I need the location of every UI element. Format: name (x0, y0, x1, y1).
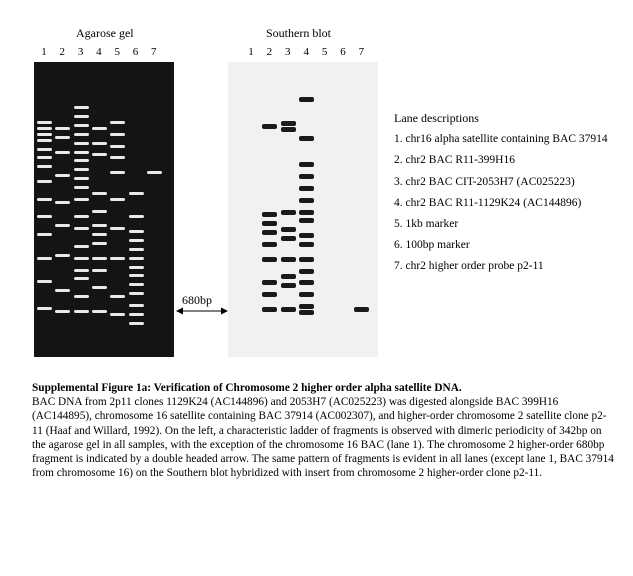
blot-band (299, 97, 314, 102)
gel-band (92, 269, 107, 272)
gel-lane-label: 3 (77, 46, 84, 58)
caption-title: Supplemental Figure 1a: Verification of Chromosome 2 higher order alpha satellite DNA. (32, 382, 462, 394)
lane-description-4: 4. chr2 BAC R11-1129K24 (AC144896) (394, 197, 582, 209)
agarose-gel-image (34, 62, 174, 357)
gel-band (129, 248, 144, 251)
gel-band (110, 295, 125, 298)
gel-band (74, 215, 89, 218)
gel-band (37, 233, 52, 236)
blot-lane-label: 3 (285, 46, 291, 58)
blot-band (281, 274, 296, 279)
gel-band (37, 215, 52, 218)
blot-band (262, 230, 277, 235)
lane-descriptions-title: Lane descriptions (394, 111, 479, 125)
gel-band (74, 186, 89, 189)
gel-band (37, 280, 52, 283)
blot-band (262, 242, 277, 247)
lane-description-2: 2. chr2 BAC R11-399H16 (394, 154, 515, 166)
gel-band (92, 310, 107, 313)
gel-lane-label: 6 (132, 46, 139, 58)
figure-caption (32, 381, 617, 480)
gel-band (55, 201, 70, 204)
blot-band (299, 174, 314, 179)
gel-band (92, 286, 107, 289)
gel-band (129, 239, 144, 242)
blot-band (299, 304, 314, 309)
gel-band (37, 139, 52, 142)
gel-lane-label: 2 (59, 46, 66, 58)
gel-band (129, 304, 144, 307)
gel-band (37, 156, 52, 159)
gel-band (129, 274, 144, 277)
gel-band (74, 269, 89, 272)
gel-lane-label: 5 (114, 46, 120, 58)
blot-band (281, 236, 296, 241)
blot-band (354, 307, 369, 312)
blot-band (299, 233, 314, 238)
blot-band (281, 283, 296, 288)
gel-band (110, 198, 125, 201)
gel-band (110, 156, 125, 159)
gel-band (110, 227, 125, 230)
gel-band (129, 230, 144, 233)
lane-description-6: 6. 100bp marker (394, 239, 470, 251)
gel-band (129, 192, 144, 195)
gel-band (74, 151, 89, 154)
lane-description-3: 3. chr2 BAC CIT-2053H7 (AC025223) (394, 176, 575, 188)
gel-band (92, 242, 107, 245)
gel-band (74, 295, 89, 298)
blot-band (281, 257, 296, 262)
blot-band (281, 210, 296, 215)
gel-lane-label: 4 (96, 46, 102, 58)
gel-band (74, 245, 89, 248)
gel-band (55, 136, 70, 139)
gel-band (92, 142, 107, 145)
gel-lane-label: 1 (41, 46, 47, 58)
gel-band (129, 292, 144, 295)
gel-band (110, 145, 125, 148)
blot-band (281, 307, 296, 312)
blot-band (262, 124, 277, 129)
blot-band (299, 162, 314, 167)
blot-lane-label: 5 (321, 46, 328, 58)
lane-description-5: 5. 1kb marker (394, 218, 459, 230)
gel-band (55, 310, 70, 313)
gel-lane-label: 7 (151, 46, 157, 58)
gel-band (74, 257, 89, 260)
gel-band (92, 210, 107, 213)
gel-band (74, 159, 89, 162)
gel-band (37, 307, 52, 310)
double-headed-arrow-icon (176, 306, 228, 316)
marker-label: 680bp (182, 293, 212, 307)
blot-band (262, 292, 277, 297)
blot-band (299, 292, 314, 297)
lane-description-7: 7. chr2 higher order probe p2-11 (394, 260, 544, 272)
blot-lane-label: 7 (358, 46, 365, 58)
gel-band (92, 192, 107, 195)
gel-band (92, 257, 107, 260)
gel-band (129, 215, 144, 218)
gel-band (55, 254, 70, 257)
gel-band (74, 133, 89, 136)
gel-band (55, 289, 70, 292)
gel-band (92, 127, 107, 130)
gel-band (110, 121, 125, 124)
blot-band (281, 121, 296, 126)
blot-lane-label: 2 (266, 46, 273, 58)
gel-band (37, 127, 52, 130)
blot-band (299, 186, 314, 191)
blot-band (281, 227, 296, 232)
gel-band (92, 224, 107, 227)
gel-band (55, 127, 70, 130)
gel-band (74, 198, 89, 201)
gel-band (37, 180, 52, 183)
gel-band (110, 313, 125, 316)
gel-band (37, 148, 52, 151)
blot-band (262, 257, 277, 262)
gel-band (74, 177, 89, 180)
blot-band (299, 136, 314, 141)
gel-band (110, 257, 125, 260)
gel-band (74, 124, 89, 127)
gel-band (37, 165, 52, 168)
gel-band (37, 198, 52, 201)
gel-band (55, 224, 70, 227)
gel-band (74, 168, 89, 171)
southern-blot-image (228, 62, 378, 357)
lane-description-1: 1. chr16 alpha satellite containing BAC 37914 (394, 133, 608, 145)
blot-band (281, 127, 296, 132)
gel-band (37, 121, 52, 124)
blot-lane-label: 6 (340, 46, 346, 58)
blot-band (299, 242, 314, 247)
blot-band (299, 218, 314, 223)
gel-band (129, 266, 144, 269)
blot-lane-label: 1 (248, 46, 254, 58)
gel-title: Agarose gel (76, 26, 134, 40)
gel-band (55, 151, 70, 154)
gel-band (129, 322, 144, 325)
gel-band (74, 142, 89, 145)
blot-band (299, 269, 314, 274)
blot-band (262, 212, 277, 217)
blot-band (299, 210, 314, 215)
gel-band (110, 133, 125, 136)
gel-band (147, 171, 162, 174)
gel-band (110, 171, 125, 174)
blot-band (299, 257, 314, 262)
blot-band (262, 280, 277, 285)
gel-band (129, 313, 144, 316)
gel-band (74, 115, 89, 118)
blot-band (299, 198, 314, 203)
blot-band (299, 310, 314, 315)
caption-body: BAC DNA from 2p11 clones 1129K24 (AC144896) and 2053H7 (AC025223) was digested alongside BAC 399H16 (AC144895), chromosome 16 satellite containing BAC 37914 (AC002307), and higher-order chromosome 2 satellite clone p2-11 (Haaf and Willard, 1992). On the left, a characteristic ladder of fragments is observed with dimeric periodicity of 342bp on the agarose gel in all samples, with the exception of the chromosome 16 BAC (lane 1). The chromosome 2 higher-order 680bp fragment is indicated by a double headed arrow. The same pattern of fragments is evident in all lanes (except lane 1, BAC 37914 from chromosome 16) on the Southern blot hybridized with insert from chromosome 2 higher-order clone p2-11. (32, 396, 614, 480)
gel-band (55, 174, 70, 177)
blot-band (299, 280, 314, 285)
gel-band (37, 133, 52, 136)
gel-band (74, 106, 89, 109)
gel-band (74, 277, 89, 280)
blot-band (262, 221, 277, 226)
blot-band (262, 307, 277, 312)
gel-band (92, 233, 107, 236)
blot-lane-label: 4 (303, 46, 309, 58)
gel-band (74, 310, 89, 313)
blot-title: Southern blot (266, 26, 331, 40)
gel-band (129, 257, 144, 260)
gel-band (129, 283, 144, 286)
gel-band (92, 153, 107, 156)
gel-band (37, 257, 52, 260)
gel-band (74, 227, 89, 230)
